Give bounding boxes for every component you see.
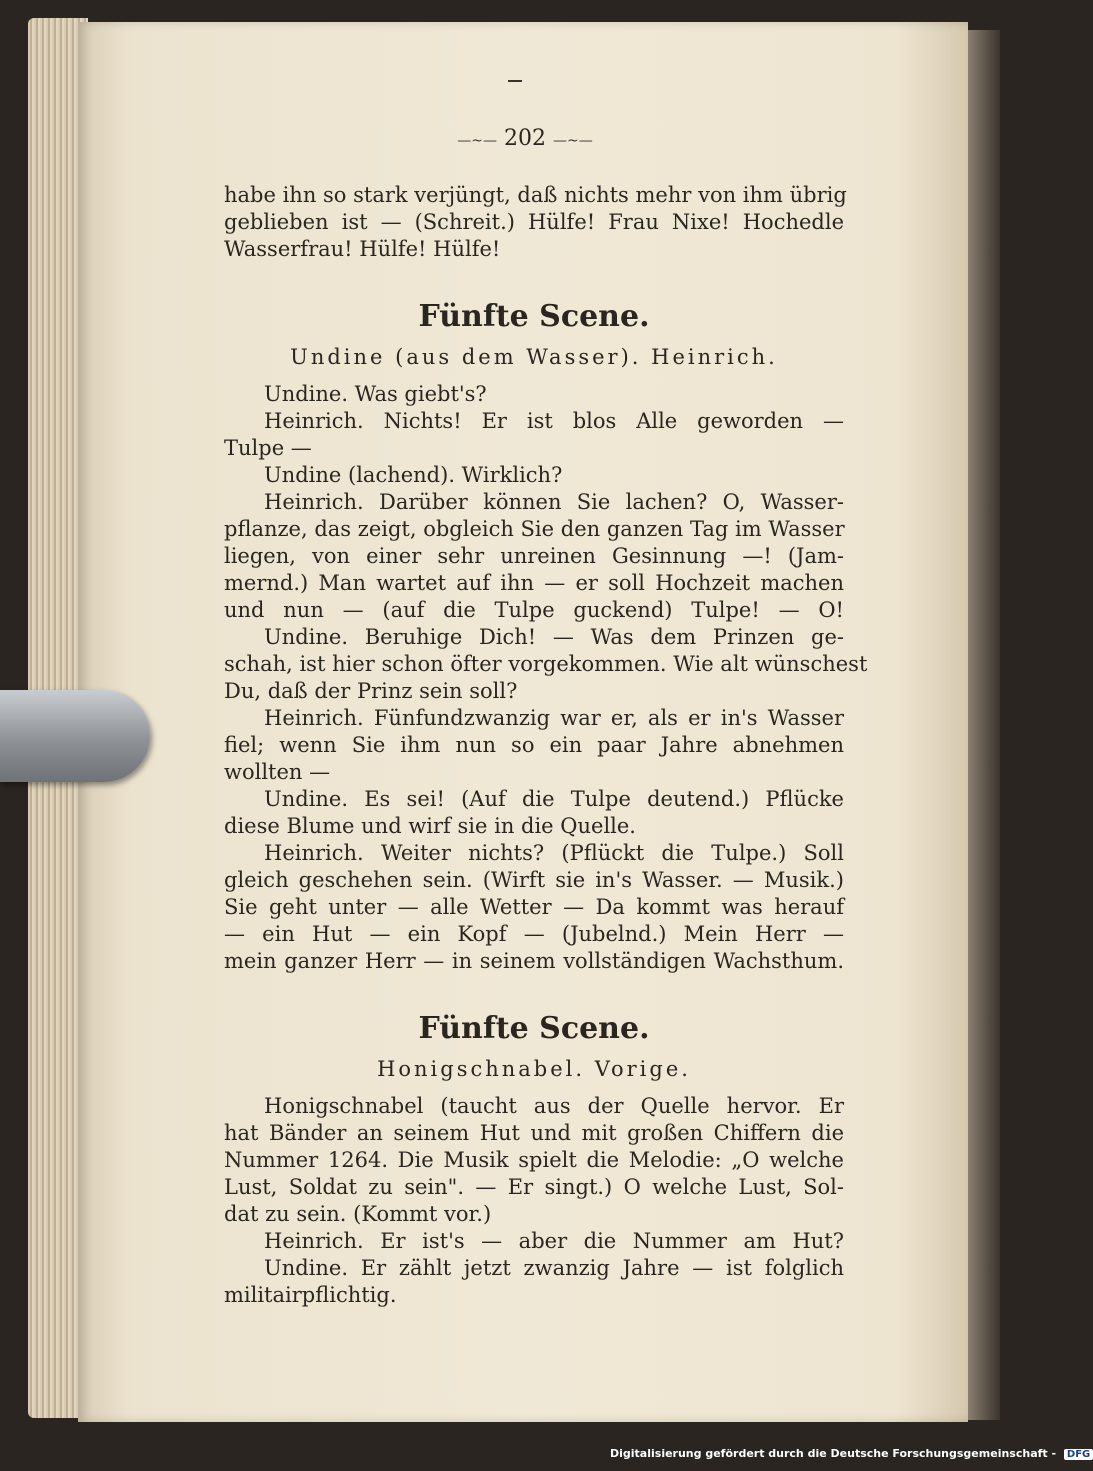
dialogue-line: diese Blume und wirf sie in die Quelle. <box>224 814 636 838</box>
text-line: Wasserfrau! Hülfe! Hülfe! <box>224 237 501 261</box>
dialogue-line: Undine. Beruhige Dich! — Was dem Prinzen ge- <box>264 625 844 649</box>
next-page-edge <box>968 30 1000 1420</box>
page-clip <box>0 690 150 782</box>
dialogue-line: — ein Hut — ein Kopf — (Jubelnd.) Mein Herr — <box>224 922 844 946</box>
dialogue-line: Heinrich. Fünfundzwanzig war er, als er in's Wasser <box>264 706 844 730</box>
text-block <box>224 182 868 1309</box>
dialogue-line: Heinrich. Weiter nichts? (Pflückt die Tulpe.) Soll <box>264 841 844 865</box>
dialogue-line: mernd.) Man wartet auf ihn — er soll Hochzeit machen <box>224 571 844 595</box>
dialogue-line: Tulpe — <box>224 436 312 460</box>
dialogue-line: Heinrich. Er ist's — aber die Nummer am Hut? <box>264 1229 844 1253</box>
dialogue-line: Lust, Soldat zu sein". — Er singt.) O welche Lust, Sol- <box>224 1175 844 1199</box>
dialogue-line: Heinrich. Nichts! Er ist blos Alle geworden — <box>264 409 844 433</box>
dialogue-line: Undine. Was giebt's? <box>264 382 487 406</box>
dialogue-line: Sie geht unter — alle Wetter — Da kommt was herauf <box>224 895 844 919</box>
dialogue-line: schah, ist hier schon öfter vorgekommen. Wie alt wünschest <box>224 652 868 676</box>
dialogue-line: gleich geschehen sein. (Wirft sie in's Wasser. — Musik.) <box>224 868 844 892</box>
dialogue-line: Nummer 1264. Die Musik spielt die Melodie: „O welche <box>224 1148 844 1172</box>
dialogue-line: Honigschnabel (taucht aus der Quelle hervor. Er <box>264 1094 844 1118</box>
dialogue-line: pflanze, das zeigt, obgleich Sie den ganzen Tag im Wasser <box>224 517 845 541</box>
dfg-logo: DFG <box>1064 1449 1093 1460</box>
text-line: geblieben ist — (Schreit.) Hülfe! Frau Nixe! Hochedle <box>224 210 844 234</box>
dialogue-line: und nun — (auf die Tulpe guckend) Tulpe! — O! <box>224 598 844 622</box>
dialogue-line: hat Bänder an seinem Hut und mit großen Chiffern die <box>224 1121 844 1145</box>
dialogue-line: dat zu sein. (Kommt vor.) <box>224 1202 492 1226</box>
dialogue-line: Du, daß der Prinz sein soll? <box>224 679 518 703</box>
scene-heading: Fünfte Scene. <box>418 1011 650 1046</box>
dialogue-line: fiel; wenn Sie ihm nun so ein paar Jahre abnehmen <box>224 733 844 757</box>
dialogue-line: Undine. Er zählt jetzt zwanzig Jahre — ist folglich <box>264 1256 844 1280</box>
page-number-header <box>440 126 610 151</box>
scene-cast: Honigschnabel. Vorige. <box>377 1057 691 1081</box>
scene-heading: Fünfte Scene. <box>418 299 650 334</box>
digitization-credit <box>610 1447 1093 1460</box>
text-line: habe ihn so stark verjüngt, daß nichts mehr von ihm übrig <box>224 183 847 207</box>
dialogue-line: wollten — <box>224 760 331 784</box>
dialogue-line: Undine (lachend). Wirklich? <box>264 463 563 487</box>
ornament-right: —~— <box>553 133 593 149</box>
dialogue-line: mein ganzer Herr — in seinem vollständigen Wachsthum. <box>224 949 844 973</box>
dialogue-line: militairpflichtig. <box>224 1283 397 1307</box>
scene-cast: Undine (aus dem Wasser). Heinrich. <box>290 345 778 369</box>
dialogue-line: Undine. Es sei! (Auf die Tulpe deutend.) Pflücke <box>264 787 844 811</box>
ornament-left: —~— <box>457 133 497 149</box>
credit-text: Digitalisierung gefördert durch die Deutsche Forschungsgemeinschaft - <box>610 1447 1057 1460</box>
dialogue-line: Heinrich. Darüber können Sie lachen? O, Wasser- <box>264 490 844 514</box>
page-number: 202 <box>504 126 546 151</box>
top-dash <box>508 80 522 82</box>
dialogue-line: liegen, von einer sehr unreinen Gesinnung —! (Jam- <box>224 544 844 568</box>
